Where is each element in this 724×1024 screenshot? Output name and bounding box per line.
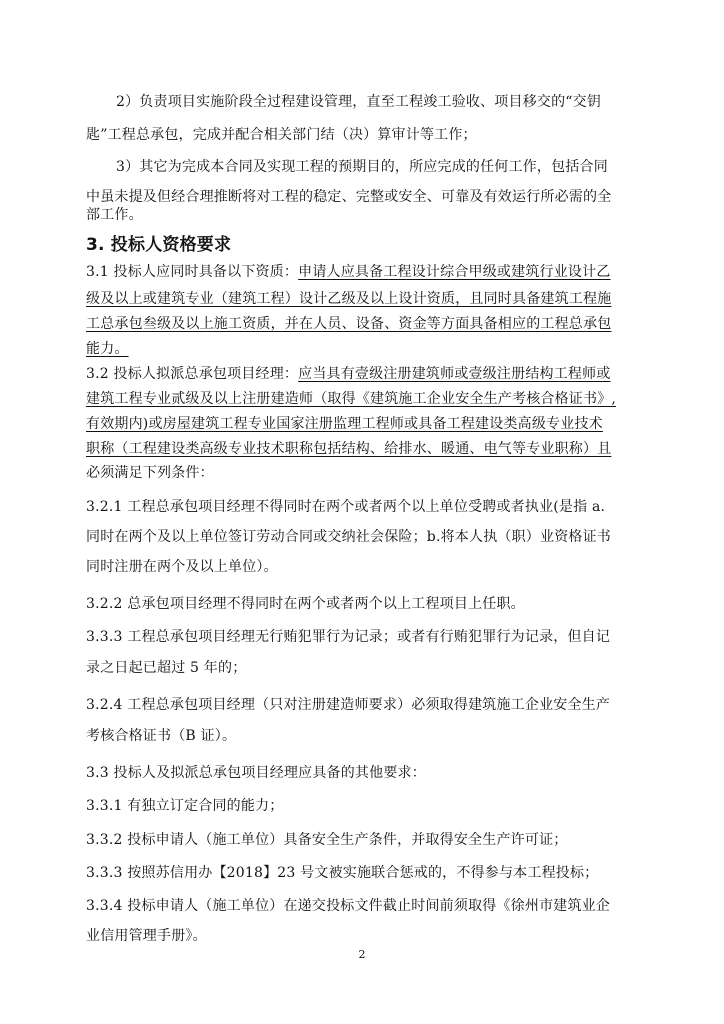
paragraph-line: 同时在两个及以上单位签订劳动合同或交纳社会保险；b.将本人执（职）业资格证书 <box>86 529 612 545</box>
paragraph-line: 有效期内)或房屋建筑工程专业国家注册监理工程师或具备工程建设类高级专业技术 <box>86 416 603 432</box>
paragraph-line: 3）其它为完成本合同及实现工程的预期目的，所应完成的任何工作，包括合同 <box>116 159 608 175</box>
paragraph-line: 部工作。 <box>86 207 143 223</box>
paragraph-line: 3.3.4 投标申请人（施工单位）在递交投标文件截止时间前须取得《徐州市建筑业企 <box>86 898 611 914</box>
paragraph-line: 3.3.1 有独立订定合同的能力； <box>86 798 284 814</box>
paragraph-line: 录之日起已超过 5 年的； <box>86 660 247 676</box>
paragraph-line: 业信用管理手册》。 <box>86 928 207 944</box>
paragraph-line: 工总承包叁级及以上施工资质，并在人员、设备、资金等方面具备相应的工程总承包 <box>86 316 612 332</box>
paragraph-line <box>86 262 642 282</box>
underlined-text: 申请人应具备工程设计综合甲级或建筑行业设计乙 <box>298 264 611 280</box>
paragraph-line: 匙”工程总承包，完成并配合相关部门结（决）算审计等工作； <box>86 127 477 143</box>
paragraph-line: 级及以上或建筑专业（建筑工程）设计乙级及以上设计资质，且同时具备建筑工程施 <box>86 291 612 307</box>
paragraph-line: 3.3.2 投标申请人（施工单位）具备安全生产条件，并取得安全生产许可证； <box>86 832 568 848</box>
paragraph-line: 职称（工程建设类高级专业技术职称包括结构、给排水、暖通、电气等专业职称）且 <box>86 441 612 457</box>
underlined-text: 应当具有壹级注册建筑师或壹级注册结构工程师或 <box>298 366 611 382</box>
paragraph-line: 3.2.4 工程总承包项目经理（只对注册建造师要求）必须取得建筑施工企业安全生产 <box>86 697 611 713</box>
paragraph-line: 3.3.3 按照苏信用办【2018】23 号文被实施联合惩戒的，不得参与本工程投标； <box>86 865 599 881</box>
paragraph-line: 必须满足下列条件： <box>86 465 214 481</box>
clause-label: 3.2 投标人拟派总承包项目经理： <box>86 366 299 382</box>
paragraph-line: 建筑工程专业贰级及以上注册建造师（取得《建筑施工企业安全生产考核合格证书》, <box>86 391 617 407</box>
paragraph-line <box>86 364 642 384</box>
paragraph-line: 3.3.3 工程总承包项目经理无行贿犯罪行为记录；或者有行贿犯罪行为记录，但自记 <box>86 629 611 645</box>
paragraph-line: 中虽未提及但经合理推断将对工程的稳定、完整或安全、可靠及有效运行所必需的全 <box>86 189 612 205</box>
paragraph-line: 能力。 <box>86 341 129 357</box>
paragraph-line: 考核合格证书（B 证）。 <box>86 728 237 744</box>
section-heading: 3. 投标人资格要求 <box>86 235 232 255</box>
paragraph-line: 3.2.2 总承包项目经理不得同时在两个或者两个以上工程项目上任职。 <box>86 596 525 612</box>
paragraph-line: 3.3 投标人及拟派总承包项目经理应具备的其他要求： <box>86 765 426 781</box>
paragraph-line: 3.2.1 工程总承包项目经理不得同时在两个或者两个以上单位受聘或者执业(是指 a. <box>86 499 606 515</box>
paragraph-line: 2）负责项目实施阶段全过程建设管理，直至工程竣工验收、项目移交的“交钥 <box>116 94 602 110</box>
clause-label: 3.1 投标人应同时具备以下资质： <box>86 264 299 280</box>
page-number: 2 <box>358 948 366 961</box>
paragraph-line: 同时注册在两个及以上单位）。 <box>86 559 278 575</box>
